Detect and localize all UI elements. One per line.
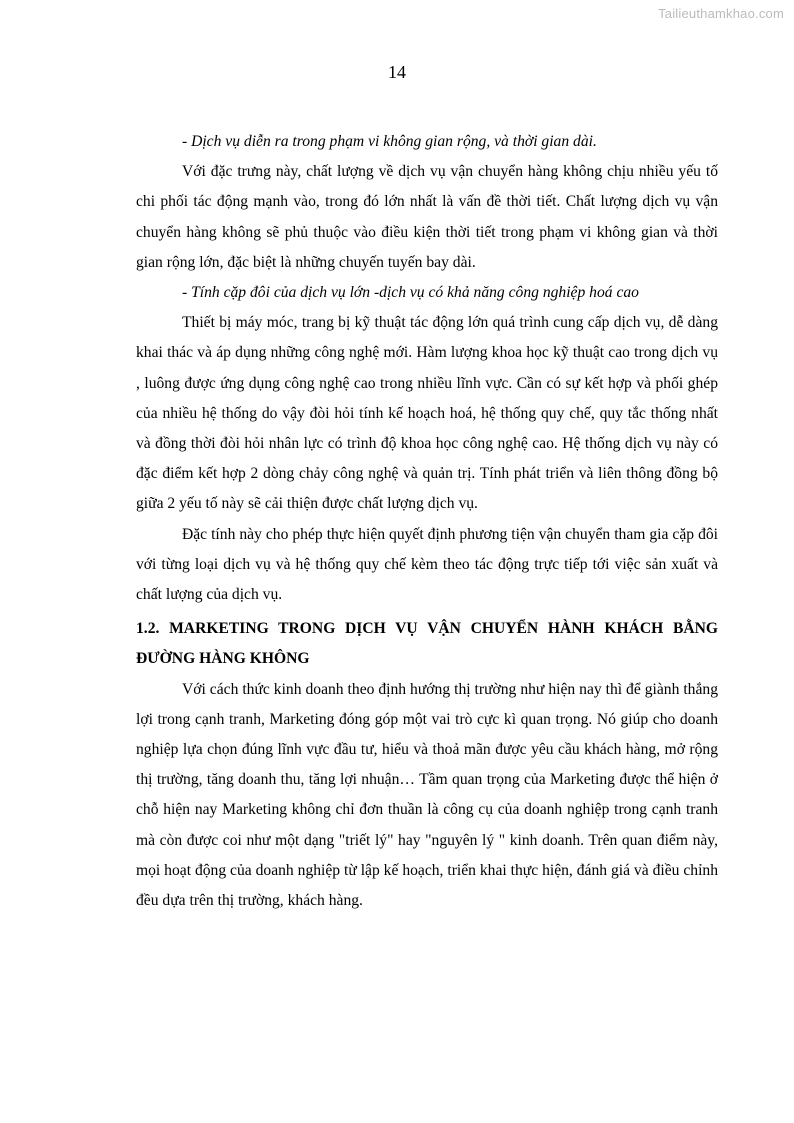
bullet-wide-scope: - Dịch vụ diễn ra trong phạm vi không gian rộng, và thời gian dài. — [182, 133, 597, 150]
section-heading: 1.2. MARKETING TRONG DỊCH VỤ VẬN CHUYỂN HÀNH KHÁCH BẰNG ĐƯỜNG HÀNG KHÔNG — [136, 620, 718, 668]
watermark-text: Tailieuthamkhao.com — [658, 6, 784, 21]
paragraph-marketing-role: Với cách thức kinh doanh theo định hướng thị trường như hiện nay thì để giành thắng lợi trong cạnh tranh, Marketing đóng góp một vai trò cực kì quan trọng. Nó giúp cho doanh nghiệp lựa chọn đúng lĩnh vực đầu tư, hiểu và thoả mãn được yêu cầu khách hàng, mở rộng thị trường, tăng doanh thu, tăng lợi nhuận… Tầm quan trọng của Marketing được thể hiện ở chỗ hiện nay Marketing không chỉ đơn thuần là công cụ của doanh nghiệp trong cạnh tranh mà còn được coi như một dạng "triết lý" hay "nguyên lý " kinh doanh. Trên quan điểm này, mọi hoạt động của doanh nghiệp từ lập kế hoạch, triển khai thực hiện, đánh giá và điều chỉnh đều dựa trên thị trường, khách hàng. — [136, 680, 718, 910]
paragraph-technology: Thiết bị máy móc, trang bị kỹ thuật tác động lớn quá trình cung cấp dịch vụ, dễ dàng khai thác và áp dụng những công nghệ mới. Hàm lượng khoa học kỹ thuật cao trong dịch vụ , luông được ứng dụng công nghệ cao trong nhiều lĩnh vực. Cần có sự kết hợp và phối ghép của nhiều hệ thống do vậy đòi hỏi tính kế hoạch hoá, hệ thống quy chế, quy tắc thống nhất và đồng thời đòi hỏi nhân lực có trình độ khoa học công nghệ cao. Hệ thống dịch vụ này có đặc điểm kết hợp 2 dòng chảy công nghệ và quản trị. Tính phát triển và liên thông đồng bộ giữa 2 yếu tố này sẽ cải thiện được chất lượng dịch vụ. — [136, 314, 718, 513]
document-body — [136, 127, 718, 916]
paragraph-weather-factor: Với đặc trưng này, chất lượng về dịch vụ vận chuyển hàng không chịu nhiều yếu tố chi phối tác động mạnh vào, trong đó lớn nhất là vấn đề thời tiết. Chất lượng dịch vụ vận chuyển hàng không sẽ phủ thuộc vào điều kiện thời tiết trong phạm vi không gian và thời gian rộng lớn, đặc biệt là những chuyến tuyến bay dài. — [136, 163, 718, 271]
bullet-industrialization: - Tính cặp đôi của dịch vụ lớn -dịch vụ có khả năng công nghiệp hoá cao — [182, 284, 639, 302]
page-number: 14 — [388, 62, 406, 82]
paragraph-pairing: Đặc tính này cho phép thực hiện quyết định phương tiện vận chuyển tham gia cặp đôi với từng loại dịch vụ và hệ thống quy chế kèm theo tác động trực tiếp tới việc sản xuất và chất lượng của dịch vụ. — [136, 525, 718, 604]
